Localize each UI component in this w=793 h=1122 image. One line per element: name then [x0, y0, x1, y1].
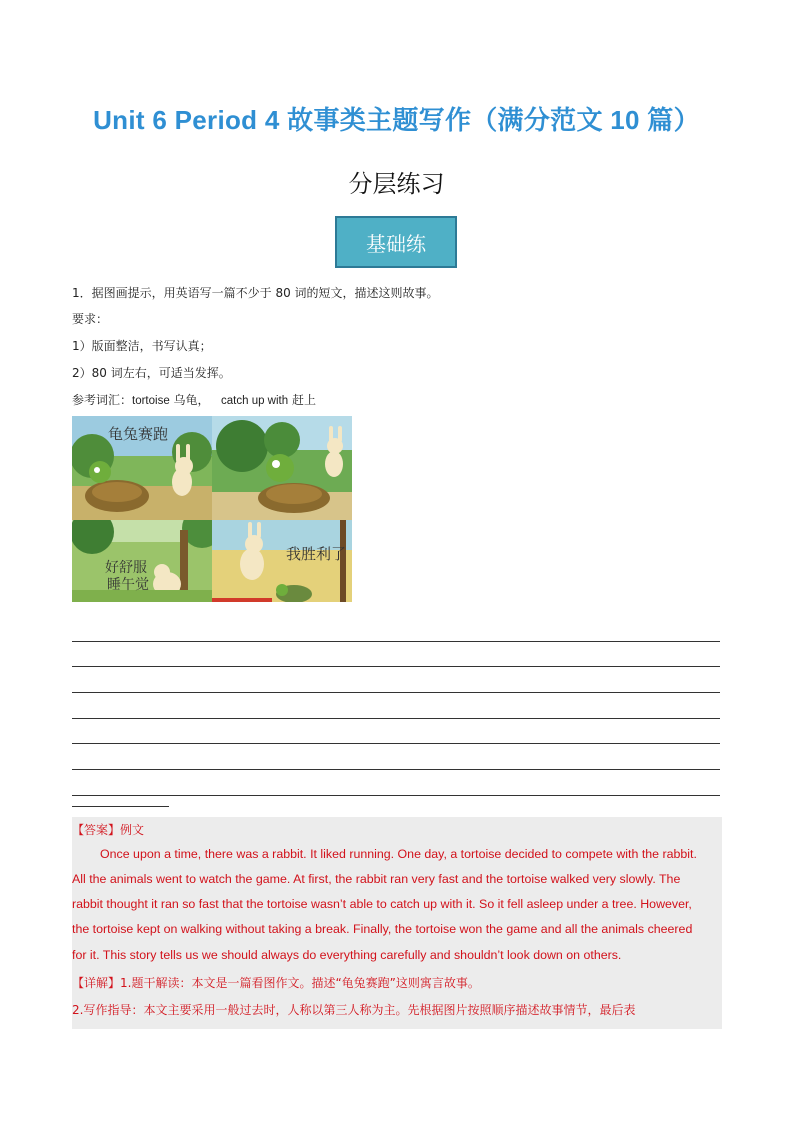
vocab-label: 参考词汇： [72, 393, 133, 407]
vocabulary-hint [72, 391, 316, 408]
picture-panel-win [212, 520, 352, 602]
section-subtitle: 分层练习 [348, 170, 445, 198]
writing-line[interactable] [72, 693, 720, 719]
caption-nap: 睡午觉 [107, 577, 149, 593]
essay-line-4: the tortoise kept on walking without taking a break. Finally, the tortoise won the game and all the animals cheered [72, 922, 693, 936]
requirement-1: 1）版面整洁，书写认真； [72, 339, 212, 353]
requirements-heading: 要求： [72, 312, 109, 326]
writing-line-short[interactable] [72, 806, 169, 807]
picture-panel-sleep [72, 520, 212, 602]
detail-label: 【详解】 [72, 976, 121, 990]
writing-line[interactable] [72, 616, 720, 642]
detail-text-1: 1.题干解读：本文是一篇看图作文。描述“龟兔赛跑”这则寓言故事。 [120, 976, 480, 990]
race-running-illustration [212, 416, 352, 520]
writing-line[interactable] [72, 770, 720, 796]
picture-panel-start [72, 416, 212, 520]
answer-label-suffix: 例文 [120, 823, 145, 837]
writing-line[interactable] [72, 719, 720, 745]
caption-comfortable: 好舒服 [105, 560, 147, 576]
caption-race: 龟兔赛跑 [108, 425, 169, 443]
detail-row-2: 2.写作指导：本文主要采用一般过去时，人称以第三人称为主。先根据图片按照顺序描述故事情节，最后表 [72, 1003, 636, 1017]
vocab-gloss-tortoise: 乌龟， [169, 393, 210, 407]
page-title: Unit 6 Period 4 故事类主题写作（满分范文 10 篇） [93, 105, 700, 135]
essay-line-3: rabbit thought it ran so fast that the tortoise wasn’t able to catch up with it. So it fell asleep under a tree. However, [72, 897, 692, 911]
vocab-term-catch-up: catch up with [221, 395, 289, 407]
caption-victory: 我胜利了 [286, 545, 347, 563]
requirement-2: 2）80 词左右，可适当发挥。 [72, 366, 231, 380]
vocab-term-tortoise: tortoise [132, 395, 170, 407]
essay-line-5: for it. This story tells us we should always do everything carefully and shouldn’t look down on others. [72, 948, 622, 962]
essay-line-1: Once upon a time, there was a rabbit. It liked running. One day, a tortoise decided to compete with the rabbit. [100, 847, 697, 861]
vocab-gloss-catch-up: 赶上 [288, 393, 316, 407]
essay-line-2: All the animals went to watch the game. At first, the rabbit ran very fast and the tortoise walked very slowly. The [72, 872, 681, 886]
writing-line[interactable] [72, 667, 720, 693]
answer-heading [72, 821, 144, 838]
detail-row-1 [72, 974, 480, 991]
question-prompt: 1．据图画提示，用英语写一篇不少于 80 词的短文，描述这则故事。 [72, 286, 439, 300]
level-badge: 基础练 [335, 216, 457, 268]
writing-line[interactable] [72, 744, 720, 770]
writing-line[interactable] [72, 642, 720, 668]
writing-lines[interactable] [72, 616, 720, 796]
story-picture [72, 416, 352, 602]
answer-label: 【答案】 [72, 823, 121, 837]
picture-panel-race [212, 416, 352, 520]
